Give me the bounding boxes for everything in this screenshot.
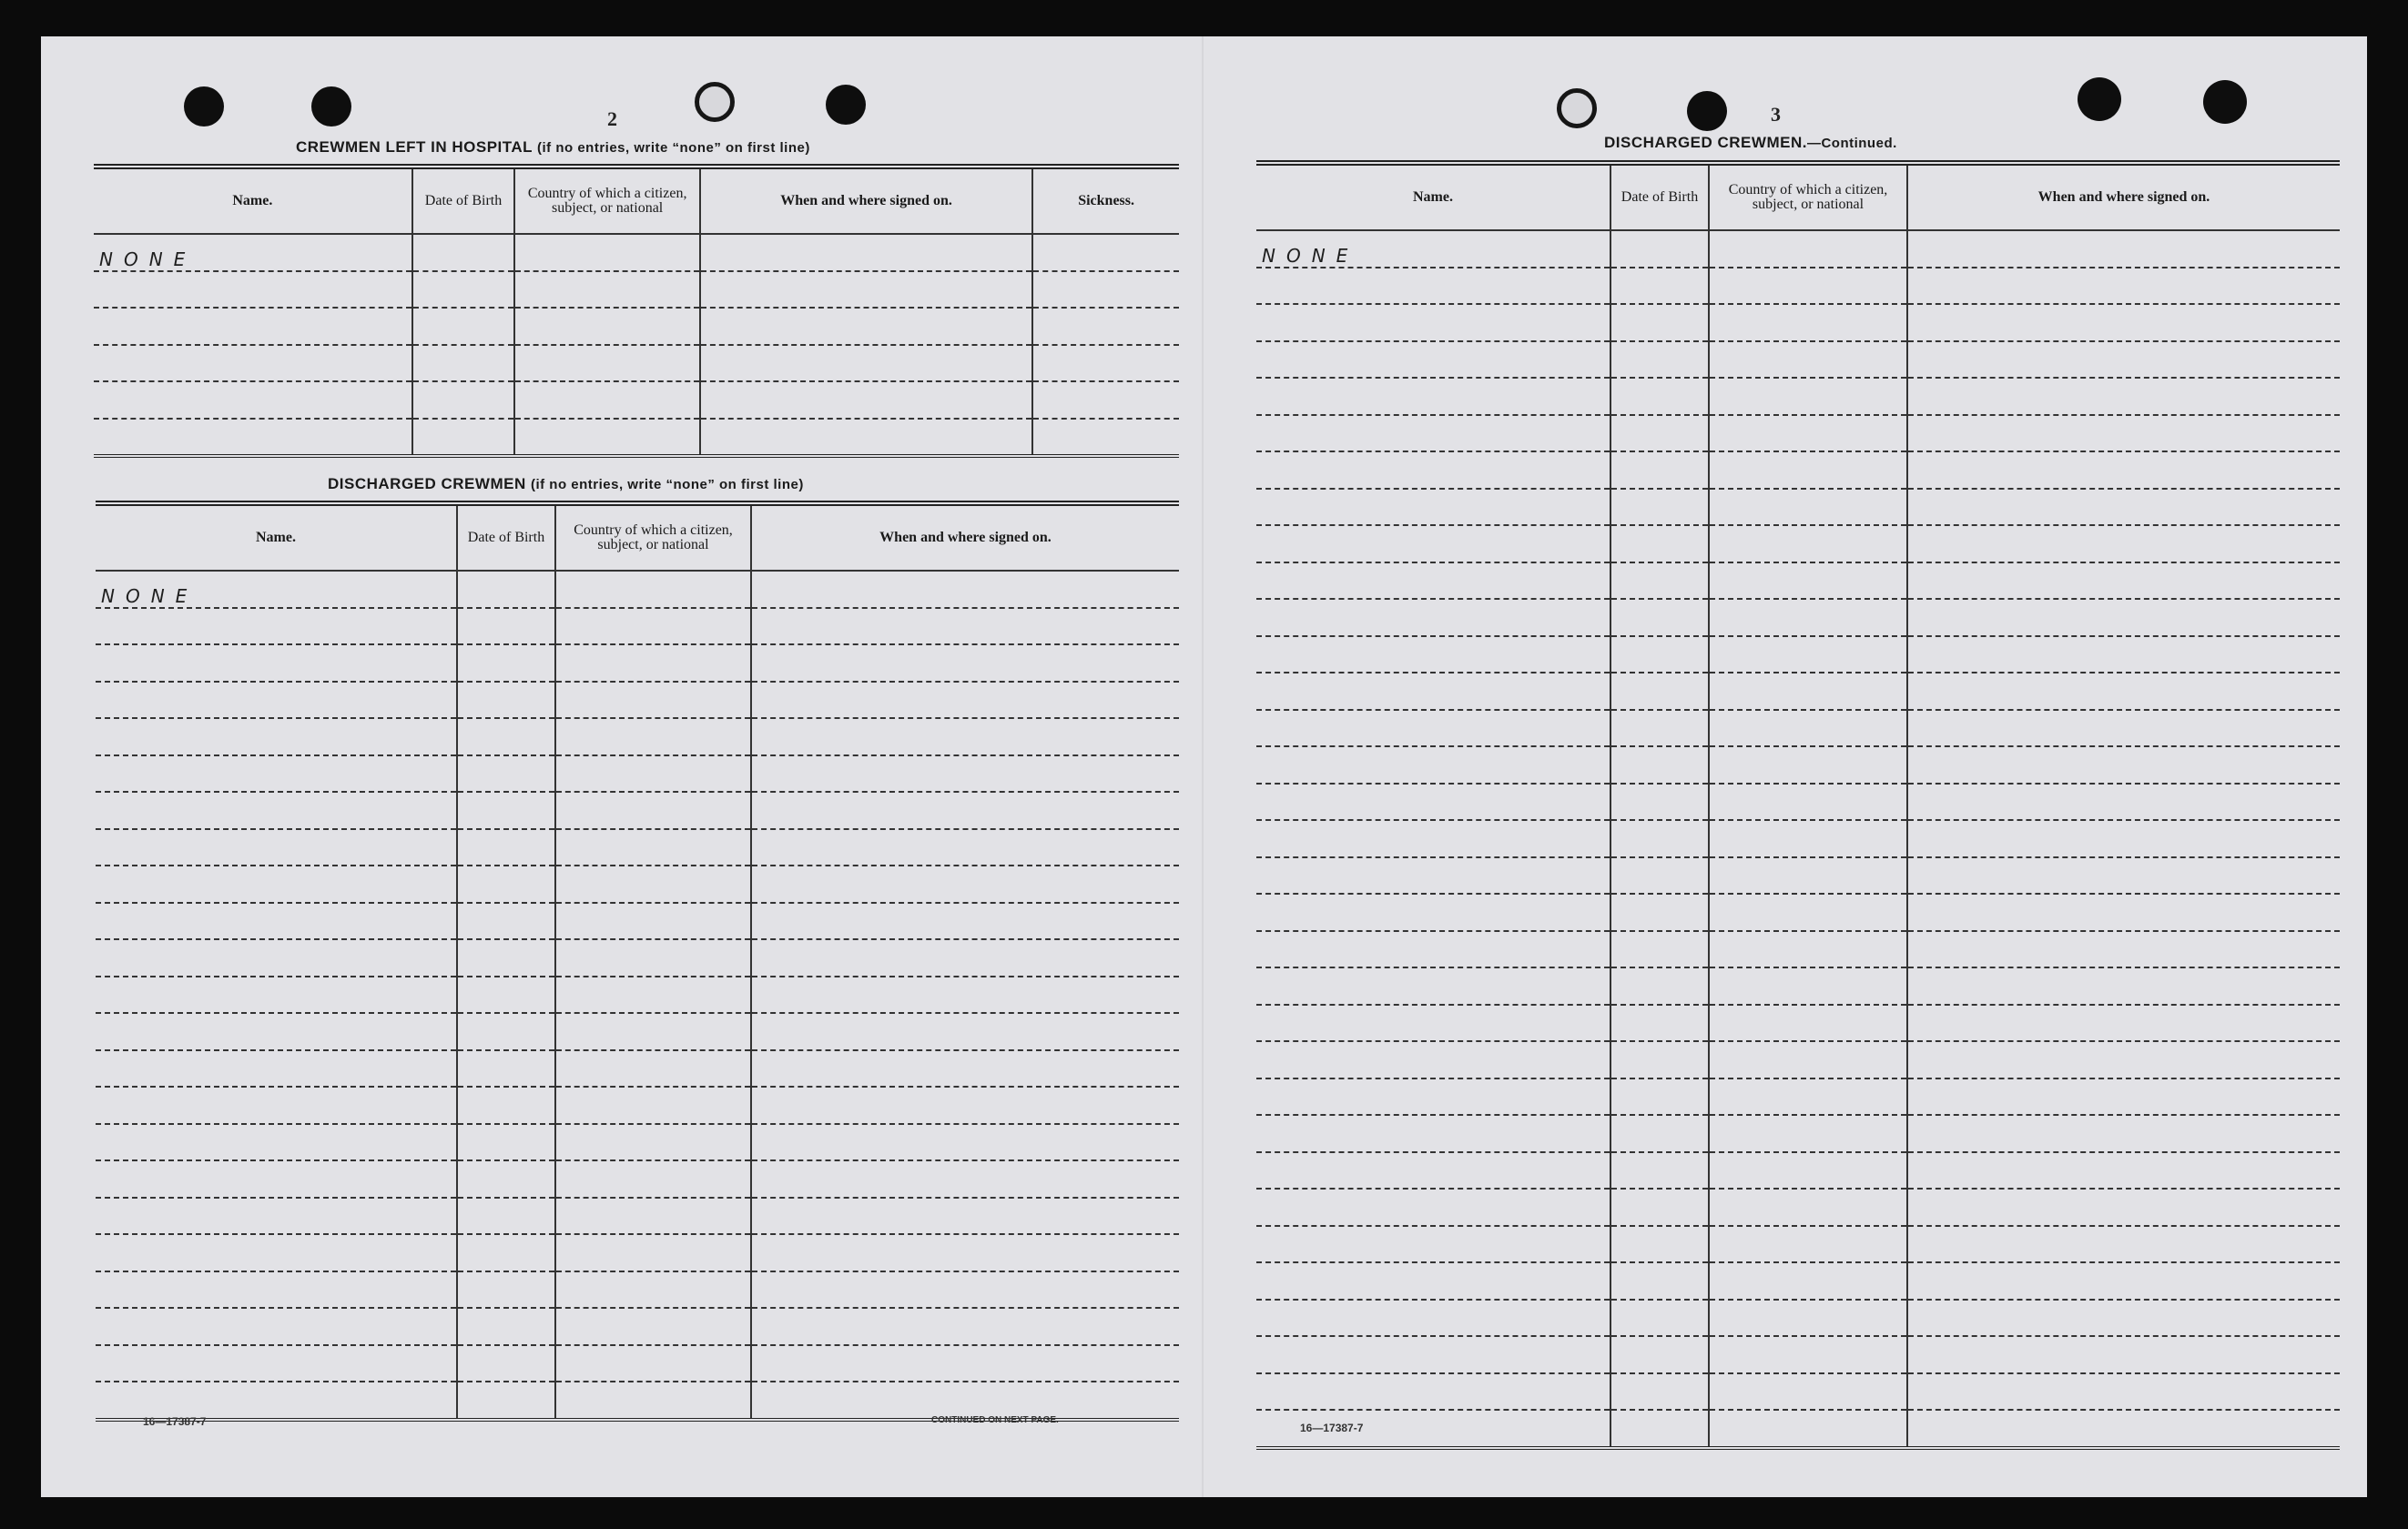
col-country: Country of which a citizen, subject, or national (514, 167, 700, 234)
handwritten-entry: NONE (96, 571, 457, 608)
discharged-continued-title (1604, 134, 1897, 152)
discharged-continued-table (1256, 160, 2340, 1450)
table-row (1256, 451, 2340, 489)
form-number-left: 16—17387-7 (143, 1415, 207, 1428)
table-row (96, 1198, 1179, 1235)
col-name: Name. (96, 503, 457, 571)
hospital-section-title (296, 138, 810, 157)
table-row (1256, 1041, 2340, 1078)
col-date-of-birth: Date of Birth (412, 167, 515, 234)
table-row (1256, 378, 2340, 415)
table-row (1256, 820, 2340, 857)
table-row (1256, 710, 2340, 747)
discharged-subtitle: (if no entries, write “none” on first line) (530, 477, 804, 492)
table-row (1256, 673, 2340, 710)
table-row (1256, 1226, 2340, 1263)
discharged-continued-subtitle: —Continued. (1806, 136, 1897, 151)
col-country: Country of which a citizen, subject, or national (555, 503, 751, 571)
col-name: Name. (94, 167, 412, 234)
col-sickness: Sickness. (1032, 167, 1179, 234)
table-row (1256, 599, 2340, 636)
table-row (94, 308, 1179, 345)
col-name: Name. (1256, 163, 1610, 230)
col-country: Country of which a citizen, subject, or national (1709, 163, 1907, 230)
table-row (94, 271, 1179, 309)
table-row (96, 682, 1179, 719)
table-row (96, 608, 1179, 645)
table-row (1256, 1300, 2340, 1337)
page-number-left: 2 (607, 107, 617, 130)
col-date-of-birth: Date of Birth (1610, 163, 1709, 230)
table-row (1256, 1189, 2340, 1226)
table-row (1256, 1262, 2340, 1300)
table-row (1256, 1373, 2340, 1411)
table-row (1256, 931, 2340, 968)
page-fold (1202, 36, 1204, 1497)
discharged-table (96, 501, 1179, 1422)
table-row (94, 381, 1179, 419)
col-signed-on: When and where signed on. (700, 167, 1032, 234)
table-row (96, 1160, 1179, 1198)
table-row (94, 419, 1179, 457)
table-row (96, 1382, 1179, 1420)
table-row (1256, 746, 2340, 784)
table-row (96, 829, 1179, 866)
table-row (96, 1234, 1179, 1271)
table-row (1256, 967, 2340, 1005)
table-row (94, 345, 1179, 382)
handwritten-entry: NONE (94, 234, 412, 271)
punch-hole (1687, 91, 1727, 131)
punch-hole (826, 85, 866, 125)
form-number-right: 16—17387-7 (1300, 1422, 1364, 1434)
handwritten-entry: NONE (1256, 230, 1610, 268)
table-row (1256, 562, 2340, 600)
col-signed-on: When and where signed on. (751, 503, 1179, 571)
table-row (1256, 304, 2340, 341)
continued-notice: CONTINUED ON NEXT PAGE. (931, 1415, 1059, 1425)
table-row (1256, 341, 2340, 379)
document-sheet (41, 36, 2367, 1497)
table-row (96, 1050, 1179, 1088)
table-row (96, 977, 1179, 1014)
table-row (96, 1308, 1179, 1345)
table-row (96, 1087, 1179, 1124)
page-number-right: 3 (1771, 103, 1781, 126)
table-row (1256, 1152, 2340, 1190)
punch-hole (184, 86, 224, 127)
punch-hole (2203, 80, 2247, 124)
table-row (1256, 784, 2340, 821)
table-row (96, 718, 1179, 755)
col-date-of-birth: Date of Birth (457, 503, 555, 571)
table-row (96, 1271, 1179, 1309)
table-row (1256, 1410, 2340, 1448)
table-row (1256, 268, 2340, 305)
table-row (96, 903, 1179, 940)
table-row (1256, 1336, 2340, 1373)
table-row (96, 1124, 1179, 1161)
table-row (1256, 525, 2340, 562)
table-row (1256, 636, 2340, 673)
table-row (1256, 894, 2340, 931)
table-row (96, 1013, 1179, 1050)
table-row (1256, 857, 2340, 895)
table-row (96, 755, 1179, 793)
hospital-subtitle: (if no entries, write “none” on first line) (537, 140, 810, 156)
table-row (96, 866, 1179, 903)
hospital-table (94, 164, 1179, 458)
table-row (96, 939, 1179, 977)
table-row (1256, 1115, 2340, 1152)
hospital-title: CREWMEN LEFT IN HOSPITAL (296, 138, 533, 156)
punch-hole (311, 86, 351, 127)
table-row (96, 792, 1179, 829)
table-row (96, 1345, 1179, 1382)
discharged-continued-heading: DISCHARGED CREWMEN. (1604, 134, 1807, 151)
punch-hole (1557, 88, 1597, 128)
table-row (96, 644, 1179, 682)
discharged-title: DISCHARGED CREWMEN (328, 475, 526, 492)
table-row (1256, 1078, 2340, 1116)
table-row (1256, 489, 2340, 526)
col-signed-on: When and where signed on. (1907, 163, 2340, 230)
punch-hole (695, 82, 735, 122)
table-row (1256, 415, 2340, 452)
punch-hole (2078, 77, 2121, 121)
discharged-section-title (328, 475, 804, 493)
table-row (1256, 1005, 2340, 1042)
